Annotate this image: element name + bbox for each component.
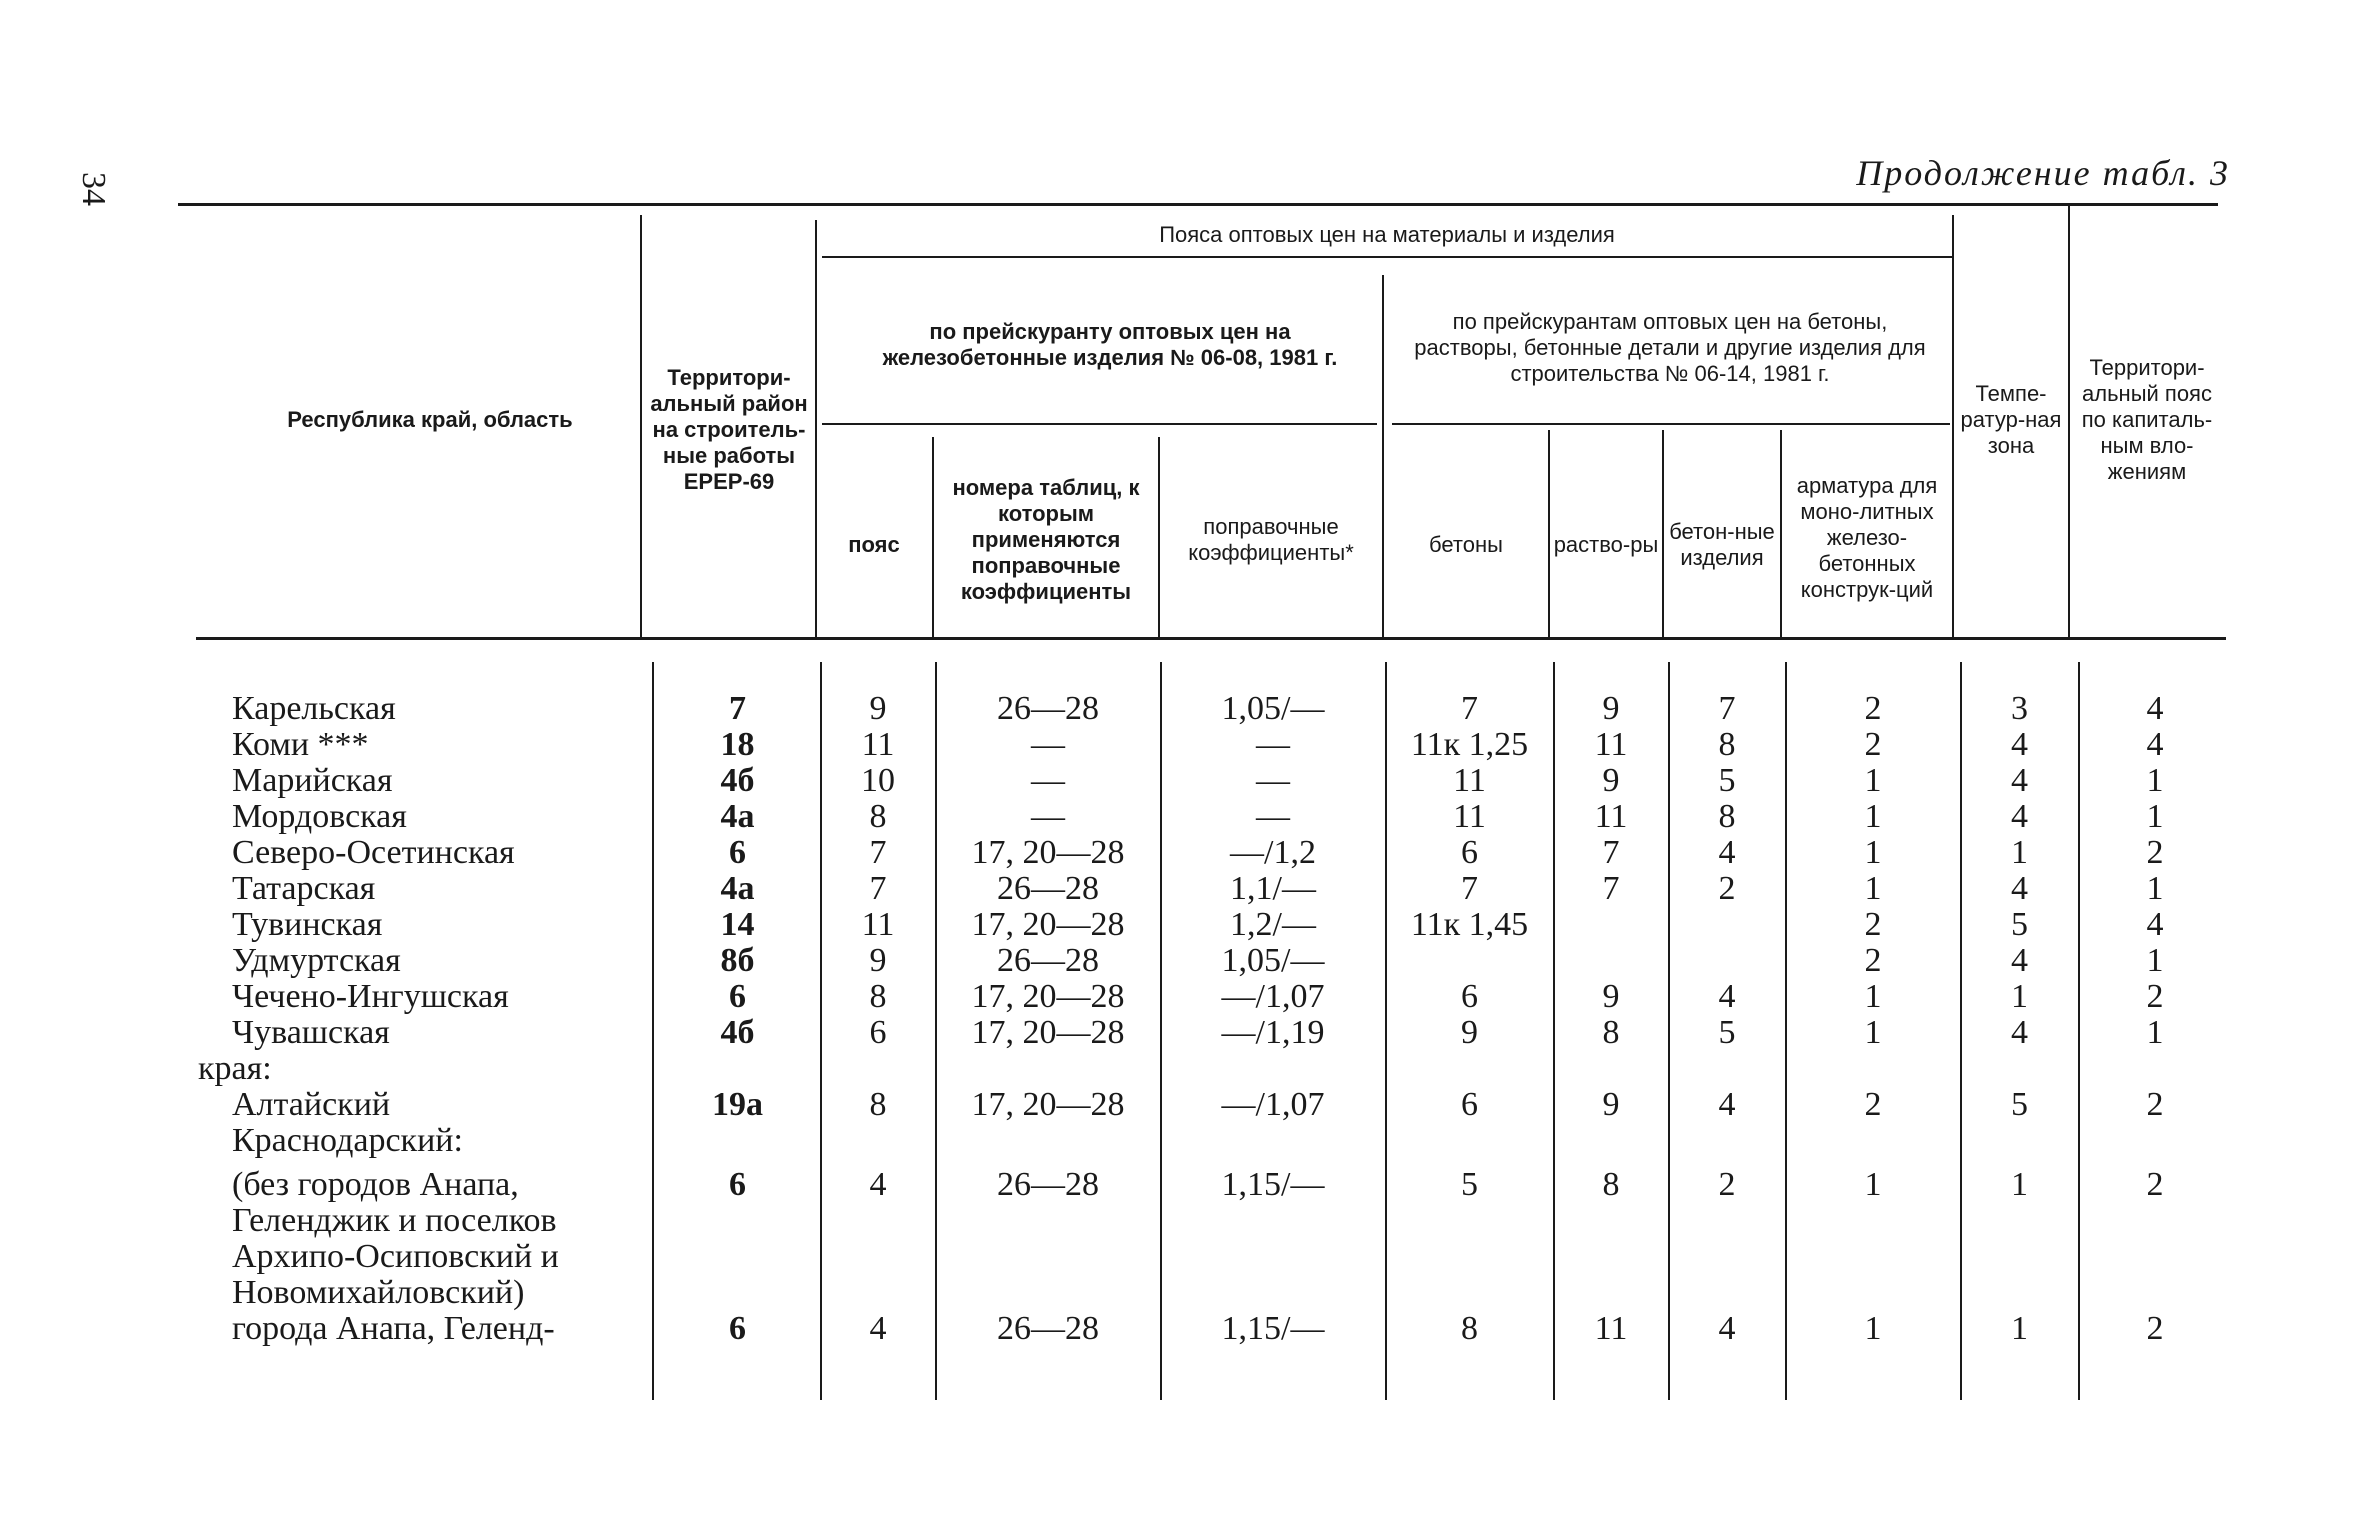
table-row [0,1202,2363,1240]
cell-mortar: 11 [1594,726,1628,763]
cell-concrete: 5 [1461,1166,1478,1203]
cell-mortar: 9 [1602,1086,1620,1123]
header-price-zones: Пояса оптовых цен на материалы и изделия [1159,222,1615,247]
cell-tables [937,1202,1159,1240]
cell-rebar [1787,1202,1959,1240]
cell-cap: 1 [2146,942,2164,979]
cell-concrete: 8 [1461,1310,1478,1347]
cell-rebar: 1 [1864,798,1882,835]
cell-cap: 2 [2146,1086,2164,1123]
cell-coef [1162,1238,1384,1276]
cell-coef: 1,1/— [1230,870,1316,907]
table-row [0,726,2363,764]
header-concrete-products: бетон-ные изделия [1669,519,1775,570]
cell-terr: 8б [720,942,755,979]
header-group2: по прейскурантам оптовых цен на бетоны, растворы, бетонные детали и другие изделия для строительства № 06-14, 1981 г. [1414,309,1926,386]
cell-tables: — [1031,762,1065,799]
cell-temp: 4 [2011,1014,2028,1051]
cell-coef: 1,2/— [1230,906,1316,943]
header-coefficients: поправочные коэффициенты* [1188,514,1354,565]
cell-tables: — [1031,798,1065,835]
table-row [0,870,2363,908]
cell-cap: 1 [2146,1014,2164,1051]
region-name: Северо-Осетинская [232,834,515,871]
cell-products [1670,942,1784,980]
cell-temp: 5 [2011,1086,2028,1123]
cell-tables: 17, 20—28 [971,1014,1125,1051]
cell-temp [1962,1050,2077,1088]
cell-zone: 8 [869,978,887,1015]
cell-products: 4 [1718,1310,1736,1347]
cell-zone [822,1274,934,1312]
region-name: города Анапа, Геленд- [232,1310,555,1347]
cell-concrete [1387,1202,1552,1240]
region-name: Коми *** [232,726,369,763]
cell-concrete: 11 [1453,798,1486,835]
cell-temp: 4 [2011,870,2028,907]
cell-tables: 17, 20—28 [971,906,1125,943]
cell-tables: 26—28 [997,870,1099,907]
header-divider [932,437,934,640]
cell-zone: 8 [869,1086,887,1123]
cell-mortar [1555,1202,1667,1240]
cell-temp [1962,1122,2077,1160]
cell-coef: 1,05/— [1221,942,1325,979]
cell-coef: —/1,07 [1221,978,1325,1015]
region-name: (без городов Анапа, [232,1166,519,1203]
cell-temp [1962,1202,2077,1240]
table-row [0,1086,2363,1124]
cell-mortar: 11 [1594,1310,1628,1347]
cell-temp: 4 [2011,798,2028,835]
cell-concrete [1387,1122,1552,1160]
header-divider [815,220,817,640]
cell-concrete: 11к 1,25 [1410,726,1529,763]
cell-mortar: 8 [1602,1014,1620,1051]
cell-products: 4 [1718,834,1736,871]
region-name: Чечено-Ингушская [232,978,509,1015]
cell-tables: 26—28 [997,1166,1099,1203]
header-divider [640,215,642,640]
cell-tables [937,1122,1159,1160]
cell-rebar: 1 [1864,1310,1882,1347]
header-bottom-rule [196,637,2226,640]
region-name: Марийская [232,762,393,799]
cell-products: 8 [1718,798,1736,835]
table-row [0,762,2363,800]
cell-terr: 18 [720,726,755,763]
table-row [0,834,2363,872]
region-name: Геленджик и поселков [232,1202,557,1239]
cell-tables [937,1238,1159,1276]
cell-terr: 7 [729,690,746,727]
cell-coef: —/1,07 [1221,1086,1325,1123]
cell-cap: 2 [2146,978,2164,1015]
cell-coef: — [1256,798,1290,835]
cell-products: 8 [1718,726,1736,763]
cell-rebar [1787,1050,1959,1088]
cell-cap: 1 [2146,762,2164,799]
cell-rebar: 2 [1864,690,1882,727]
cell-temp: 3 [2011,690,2028,727]
cell-rebar [1787,1274,1959,1312]
cell-concrete: 6 [1461,1086,1478,1123]
table-row [0,798,2363,836]
cell-terr [655,1202,820,1240]
cell-products: 7 [1718,690,1736,727]
cell-concrete [1387,942,1552,980]
cell-products: 5 [1718,762,1736,799]
table-row [0,1166,2363,1204]
table-row [0,1050,2363,1088]
cell-rebar [1787,1122,1959,1160]
cell-rebar: 1 [1864,1166,1882,1203]
header-divider [1158,437,1160,640]
cell-zone: 7 [869,870,887,907]
cell-zone: 9 [869,690,887,727]
cell-coef: — [1256,726,1290,763]
top-rule [178,203,2218,206]
cell-temp [1962,1238,2077,1276]
table-row [0,978,2363,1016]
cell-tables: 17, 20—28 [971,834,1125,871]
cell-mortar [1555,942,1667,980]
cell-cap: 2 [2146,1310,2164,1347]
cell-terr: 14 [720,906,755,943]
cell-tables [937,1274,1159,1312]
cell-zone: 4 [869,1310,887,1347]
cell-rebar: 1 [1864,834,1882,871]
cell-cap: 1 [2146,798,2164,835]
cell-tables: — [1031,726,1065,763]
cell-mortar: 9 [1602,978,1620,1015]
cell-mortar [1555,1274,1667,1312]
cell-rebar: 2 [1864,726,1882,763]
cell-mortar: 9 [1602,690,1620,727]
region-name: Алтайский [232,1086,391,1123]
cell-concrete: 7 [1461,870,1478,907]
table-row [0,906,2363,944]
cell-temp: 1 [2011,978,2028,1015]
table-continuation-label: Продолжение табл. 3 [1856,153,2230,193]
cell-tables: 17, 20—28 [971,978,1125,1015]
cell-concrete: 9 [1461,1014,1478,1051]
region-name: края: [198,1050,272,1087]
header-zone: пояс [848,532,900,557]
cell-mortar: 7 [1602,834,1620,871]
cell-rebar: 2 [1864,942,1882,979]
cell-tables [937,1050,1159,1088]
cell-zone: 11 [861,726,895,763]
region-name: Тувинская [232,906,383,943]
region-name: Мордовская [232,798,407,835]
cell-coef: —/1,19 [1221,1014,1325,1051]
cell-zone [822,1238,934,1276]
cell-products [1670,1274,1784,1312]
table-row [0,1310,2363,1348]
cell-terr: 6 [729,978,746,1015]
cell-zone: 4 [869,1166,887,1203]
cell-mortar: 9 [1602,762,1620,799]
region-name: Карельская [232,690,396,727]
cell-terr [655,1238,820,1276]
cell-mortar: 8 [1602,1166,1620,1203]
region-name: Удмуртская [232,942,401,979]
table-row [0,1274,2363,1312]
cell-zone: 6 [869,1014,887,1051]
cell-cap: 2 [2146,834,2164,871]
cell-mortar [1555,1238,1667,1276]
cell-coef: — [1256,762,1290,799]
cell-cap: 1 [2146,870,2164,907]
cell-cap: 4 [2146,906,2164,943]
region-name: Архипо-Осиповский и [232,1238,559,1275]
cell-cap [2080,1050,2230,1088]
cell-products: 5 [1718,1014,1736,1051]
cell-cap: 4 [2146,690,2164,727]
cell-coef [1162,1122,1384,1160]
cell-concrete: 11к 1,45 [1410,906,1529,943]
header-mortars: раство-ры [1553,532,1659,557]
region-name: Новомихайловский) [232,1274,525,1311]
cell-concrete [1387,1274,1552,1312]
cell-terr: 4а [720,798,755,835]
header-divider [1780,430,1782,640]
cell-zone: 9 [869,942,887,979]
cell-temp: 5 [2011,906,2028,943]
cell-coef: 1,15/— [1221,1166,1325,1203]
cell-rebar: 1 [1864,978,1882,1015]
cell-concrete: 7 [1461,690,1478,727]
price-zones-underline [822,256,1952,258]
header-divider [1548,430,1550,640]
cell-terr [655,1050,820,1088]
cell-concrete: 6 [1461,834,1478,871]
cell-products [1670,1050,1784,1088]
cell-terr [655,1122,820,1160]
group2-underline [1392,423,1950,425]
cell-products [1670,1122,1784,1160]
cell-temp: 4 [2011,726,2028,763]
cell-tables: 26—28 [997,1310,1099,1347]
cell-terr: 4а [720,870,755,907]
cell-coef [1162,1202,1384,1240]
cell-zone [822,1202,934,1240]
cell-products: 4 [1718,978,1736,1015]
header-group1: по прейскуранту оптовых цен на железобетонные изделия № 06-08, 1981 г. [882,319,1338,370]
cell-terr: 6 [729,1166,746,1203]
cell-terr: 4б [720,1014,755,1051]
cell-zone: 10 [861,762,895,799]
cell-temp: 1 [2011,1310,2028,1347]
header-reinforcement: арматура для моно-литных железо-бетонных конструк-ций [1796,472,1938,602]
cell-terr [655,1274,820,1312]
header-territorial-district: Территори-альный район на строитель-ные работы ЕРЕР-69 [650,365,808,494]
header-divider [2068,205,2070,640]
cell-terr: 6 [729,1310,746,1347]
cell-zone: 8 [869,798,887,835]
cell-tables: 26—28 [997,942,1099,979]
cell-concrete [1387,1238,1552,1276]
table-row [0,1238,2363,1276]
cell-coef: —/1,2 [1230,834,1316,871]
cell-zone [822,1050,934,1088]
region-name: Краснодарский: [232,1122,463,1159]
cell-coef: 1,15/— [1221,1310,1325,1347]
cell-concrete: 11 [1453,762,1486,799]
cell-rebar: 2 [1864,906,1882,943]
cell-mortar: 7 [1602,870,1620,907]
cell-products: 2 [1718,1166,1736,1203]
cell-coef: 1,05/— [1221,690,1325,727]
cell-zone [822,1122,934,1160]
table-row [0,1122,2363,1160]
group1-underline [822,423,1377,425]
cell-concrete [1387,1050,1552,1088]
cell-products [1670,1202,1784,1240]
cell-coef [1162,1050,1384,1088]
cell-rebar: 1 [1864,762,1882,799]
cell-cap: 2 [2146,1166,2164,1203]
header-divider [1382,275,1384,640]
cell-zone: 7 [869,834,887,871]
table-row [0,1014,2363,1052]
cell-products: 4 [1718,1086,1736,1123]
cell-coef [1162,1274,1384,1312]
cell-tables: 17, 20—28 [971,1086,1125,1123]
cell-cap [2080,1202,2230,1240]
header-divider [1662,430,1664,640]
cell-temp [1962,1274,2077,1312]
table-row [0,690,2363,728]
cell-mortar [1555,1050,1667,1088]
cell-mortar: 11 [1594,798,1628,835]
header-divider [1952,215,1954,640]
cell-terr: 6 [729,834,746,871]
cell-cap [2080,1274,2230,1312]
cell-rebar: 2 [1864,1086,1882,1123]
cell-temp: 4 [2011,942,2028,979]
page-number: 34 [75,172,112,206]
cell-rebar [1787,1238,1959,1276]
cell-temp: 1 [2011,834,2028,871]
cell-temp: 4 [2011,762,2028,799]
cell-products [1670,906,1784,944]
header-capital-zone: Территори-альный пояс по капиталь-ным вло-жениям [2081,355,2213,484]
header-table-numbers: номера таблиц, к которым применяются поправочные коэффициенты [952,475,1140,604]
cell-concrete: 6 [1461,978,1478,1015]
header-temperature-zone: Темпе-ратур-ная зона [1960,381,2062,458]
cell-tables: 26—28 [997,690,1099,727]
cell-terr: 19а [712,1086,763,1123]
cell-mortar [1555,1122,1667,1160]
header-region: Республика край, область [287,407,573,432]
header-concretes: бетоны [1429,532,1503,557]
table-row [0,942,2363,980]
cell-products [1670,1238,1784,1276]
cell-rebar: 1 [1864,870,1882,907]
cell-cap: 4 [2146,726,2164,763]
cell-rebar: 1 [1864,1014,1882,1051]
cell-cap [2080,1238,2230,1276]
region-name: Татарская [232,870,376,907]
cell-cap [2080,1122,2230,1160]
cell-mortar [1555,906,1667,944]
cell-terr: 4б [720,762,755,799]
cell-temp: 1 [2011,1166,2028,1203]
region-name: Чувашская [232,1014,390,1051]
cell-zone: 11 [861,906,895,943]
cell-products: 2 [1718,870,1736,907]
